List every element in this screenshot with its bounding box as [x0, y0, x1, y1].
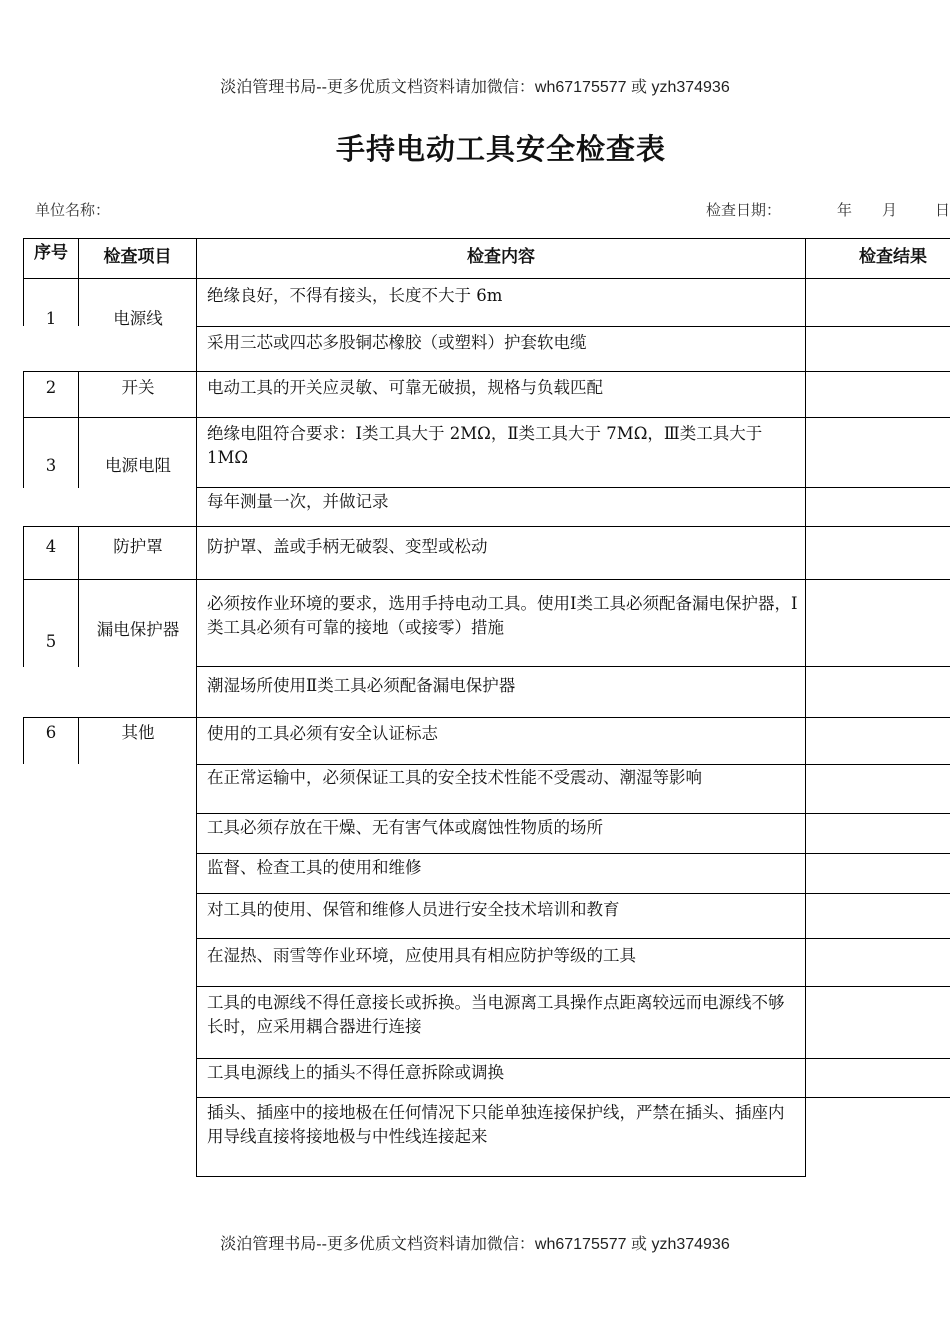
row-divider	[196, 893, 950, 894]
row-divider	[196, 1097, 950, 1098]
date-month: 月	[882, 201, 898, 219]
row-divider	[196, 487, 950, 488]
table-border-bottom	[196, 1176, 806, 1177]
row-divider	[23, 717, 950, 718]
row-seq: 4	[45, 537, 57, 556]
header-banner: 淡泊管理书局--更多优质文档资料请加微信：wh67175577 或 yzh374936	[220, 79, 730, 96]
row-seq: 6	[45, 723, 57, 742]
unit-name-label: 单位名称：	[35, 201, 111, 219]
check-content: 防护罩、盖或手柄无破裂、变型或松动	[207, 537, 488, 556]
check-content: 采用三芯或四芯多股铜芯橡胶（或塑料）护套软电缆	[207, 333, 587, 352]
row-divider	[23, 371, 950, 372]
check-content: 工具电源线上的插头不得任意拆除或调换	[207, 1063, 504, 1082]
row-divider	[196, 853, 950, 854]
header-seq: 序号	[34, 243, 68, 263]
row-item: 电源线	[113, 309, 163, 328]
row-divider	[196, 938, 950, 939]
row-divider	[196, 764, 950, 765]
date-label: 检查日期：	[706, 201, 782, 219]
check-content: 潮湿场所使用Ⅱ类工具必须配备漏电保护器	[207, 676, 516, 695]
header-item: 检查项目	[103, 247, 172, 267]
row-item: 防护罩	[113, 537, 163, 556]
row-divider	[23, 417, 950, 418]
row-seq: 2	[45, 378, 57, 397]
row-item: 其他	[121, 723, 155, 742]
date-day: 日	[935, 201, 950, 219]
col-border	[805, 238, 806, 1176]
check-content: 使用的工具必须有安全认证标志	[207, 724, 438, 743]
check-content: 工具的电源线不得任意接长或拆换。当电源离工具操作点距离较远而电源线不够长时，应采用耦合器进行连接	[207, 993, 785, 1036]
check-content: 每年测量一次，并做记录	[207, 492, 389, 511]
row-divider	[196, 813, 950, 814]
row-divider	[23, 526, 950, 527]
row-divider	[196, 1058, 950, 1059]
footer-banner: 淡泊管理书局--更多优质文档资料请加微信：wh67175577 或 yzh374936	[220, 1236, 730, 1253]
check-content: 在湿热、雨雪等作业环境，应使用具有相应防护等级的工具	[207, 946, 636, 965]
header-content: 检查内容	[467, 247, 535, 267]
row-seq: 1	[45, 309, 57, 328]
row-divider	[196, 666, 950, 667]
check-content: 电动工具的开关应灵敏、可靠无破损，规格与负载匹配	[207, 378, 603, 397]
check-content: 监督、检查工具的使用和维修	[207, 858, 422, 877]
header-result: 检查结果	[859, 247, 927, 267]
check-content: 插头、插座中的接地极在任何情况下只能单独连接保护线，严禁在插头、插座内用导线直接将接地极与中性线连接起来	[207, 1103, 785, 1146]
check-content: 对工具的使用、保管和维修人员进行安全技术培训和教育	[207, 900, 620, 919]
check-content: 必须按作业环境的要求，选用手持电动工具。使用Ⅰ类工具必须配备漏电保护器，Ⅰ类工具必须有可靠的接地（或接零）措施	[207, 594, 798, 637]
row-item: 漏电保护器	[96, 620, 180, 639]
date-year: 年	[837, 201, 853, 219]
row-divider	[23, 579, 950, 580]
document-title: 手持电动工具安全检查表	[335, 132, 666, 166]
row-item: 电源电阻	[105, 456, 171, 475]
row-seq: 3	[45, 456, 57, 475]
row-seq: 5	[45, 632, 57, 651]
table-border-top	[23, 238, 950, 239]
check-content: 绝缘良好，不得有接头，长度不大于 6m	[207, 286, 503, 305]
check-content: 绝缘电阻符合要求：Ⅰ类工具大于 2MΩ，Ⅱ类工具大于 7MΩ，Ⅲ类工具大于 1MΩ	[207, 424, 763, 467]
row-divider	[23, 278, 950, 279]
row-divider	[196, 326, 950, 327]
check-content: 在正常运输中，必须保证工具的安全技术性能不受震动、潮湿等影响	[207, 768, 702, 787]
check-content: 工具必须存放在干燥、无有害气体或腐蚀性物质的场所	[207, 818, 603, 837]
row-item: 开关	[121, 378, 155, 397]
row-divider	[196, 986, 950, 987]
